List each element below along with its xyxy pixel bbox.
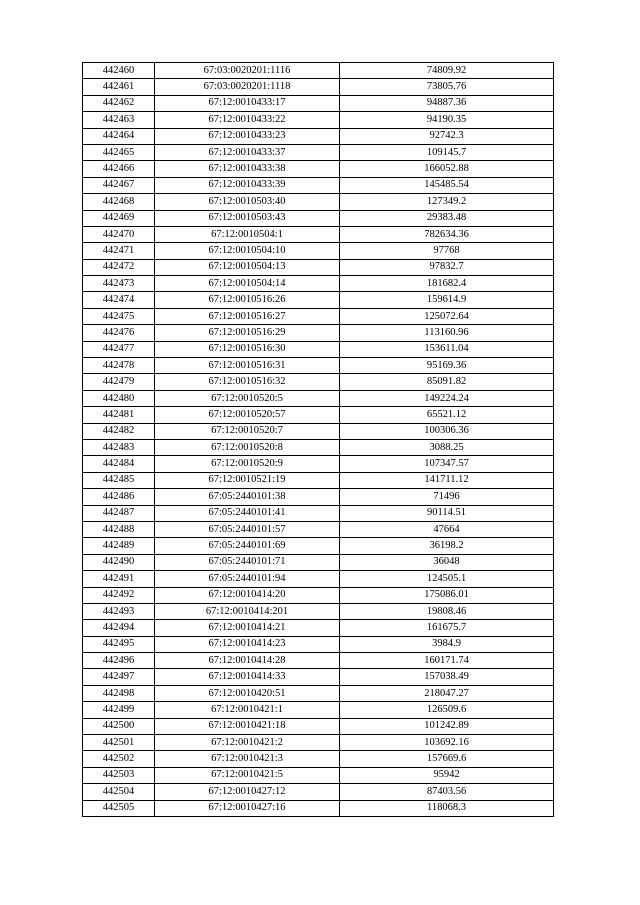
cadastral-number-cell: 67:12:0010433:39 — [155, 177, 340, 193]
row-number-cell: 442462 — [83, 95, 155, 111]
value-cell: 157669.6 — [340, 751, 554, 767]
value-cell: 166052.88 — [340, 161, 554, 177]
row-number-cell: 442467 — [83, 177, 155, 193]
row-number-cell: 442468 — [83, 194, 155, 210]
table-row — [83, 128, 554, 144]
cadastral-number-cell: 67:12:0010414:20 — [155, 587, 340, 603]
row-number-cell: 442483 — [83, 439, 155, 455]
row-number-cell: 442470 — [83, 226, 155, 242]
cadastral-number-cell: 67:12:0010504:13 — [155, 259, 340, 275]
value-cell: 87403.56 — [340, 784, 554, 800]
row-number-cell: 442505 — [83, 800, 155, 816]
cadastral-number-cell: 67:05:2440101:94 — [155, 571, 340, 587]
table-row — [83, 718, 554, 734]
table-row — [83, 538, 554, 554]
row-number-cell: 442473 — [83, 276, 155, 292]
cadastral-number-cell: 67:12:0010520:7 — [155, 423, 340, 439]
value-cell: 160171.74 — [340, 653, 554, 669]
row-number-cell: 442502 — [83, 751, 155, 767]
cadastral-number-cell: 67:12:0010427:16 — [155, 800, 340, 816]
value-cell: 149224.24 — [340, 390, 554, 406]
row-number-cell: 442460 — [83, 63, 155, 79]
row-number-cell: 442482 — [83, 423, 155, 439]
table-row — [83, 390, 554, 406]
value-cell: 3088.25 — [340, 439, 554, 455]
value-cell: 145485.54 — [340, 177, 554, 193]
table-row — [83, 767, 554, 783]
cadastral-number-cell: 67:05:2440101:71 — [155, 554, 340, 570]
cadastral-number-cell: 67:12:0010433:22 — [155, 112, 340, 128]
table-row — [83, 571, 554, 587]
cadastral-number-cell: 67:03:0020201:1116 — [155, 63, 340, 79]
table-row — [83, 358, 554, 374]
value-cell: 181682.4 — [340, 276, 554, 292]
value-cell: 141711.12 — [340, 472, 554, 488]
cadastral-number-cell: 67:12:0010420:51 — [155, 685, 340, 701]
row-number-cell: 442476 — [83, 325, 155, 341]
row-number-cell: 442465 — [83, 144, 155, 160]
table-row — [83, 308, 554, 324]
row-number-cell: 442463 — [83, 112, 155, 128]
table-row — [83, 521, 554, 537]
cadastral-number-cell: 67:12:0010520:5 — [155, 390, 340, 406]
table-row — [83, 423, 554, 439]
row-number-cell: 442493 — [83, 603, 155, 619]
value-cell: 95942 — [340, 767, 554, 783]
cadastral-number-cell: 67:12:0010504:14 — [155, 276, 340, 292]
table-row — [83, 735, 554, 751]
row-number-cell: 442499 — [83, 702, 155, 718]
cadastral-number-cell: 67:12:0010520:9 — [155, 456, 340, 472]
value-cell: 85091.82 — [340, 374, 554, 390]
data-table — [82, 62, 554, 817]
table-row — [83, 325, 554, 341]
row-number-cell: 442475 — [83, 308, 155, 324]
cadastral-number-cell: 67:12:0010504:1 — [155, 226, 340, 242]
table-row — [83, 194, 554, 210]
table-row — [83, 669, 554, 685]
value-cell: 95169.36 — [340, 358, 554, 374]
cadastral-number-cell: 67:12:0010516:29 — [155, 325, 340, 341]
row-number-cell: 442484 — [83, 456, 155, 472]
row-number-cell: 442497 — [83, 669, 155, 685]
row-number-cell: 442485 — [83, 472, 155, 488]
row-number-cell: 442490 — [83, 554, 155, 570]
row-number-cell: 442495 — [83, 636, 155, 652]
cadastral-number-cell: 67:12:0010516:32 — [155, 374, 340, 390]
cadastral-number-cell: 67:12:0010414:33 — [155, 669, 340, 685]
table-row — [83, 456, 554, 472]
row-number-cell: 442491 — [83, 571, 155, 587]
row-number-cell: 442500 — [83, 718, 155, 734]
cadastral-number-cell: 67:12:0010520:8 — [155, 439, 340, 455]
value-cell: 103692.16 — [340, 735, 554, 751]
value-cell: 74809.92 — [340, 63, 554, 79]
cadastral-number-cell: 67:03:0020201:1118 — [155, 79, 340, 95]
row-number-cell: 442469 — [83, 210, 155, 226]
value-cell: 94190.35 — [340, 112, 554, 128]
cadastral-number-cell: 67:12:0010516:30 — [155, 341, 340, 357]
cadastral-number-cell: 67:12:0010516:31 — [155, 358, 340, 374]
row-number-cell: 442504 — [83, 784, 155, 800]
table-row — [83, 292, 554, 308]
table-row — [83, 784, 554, 800]
value-cell: 71496 — [340, 489, 554, 505]
row-number-cell: 442474 — [83, 292, 155, 308]
cadastral-number-cell: 67:12:0010414:201 — [155, 603, 340, 619]
row-number-cell: 442487 — [83, 505, 155, 521]
table-row — [83, 177, 554, 193]
row-number-cell: 442496 — [83, 653, 155, 669]
value-cell: 3984.9 — [340, 636, 554, 652]
table-row — [83, 407, 554, 423]
cadastral-number-cell: 67:12:0010520:57 — [155, 407, 340, 423]
table-row — [83, 374, 554, 390]
cadastral-number-cell: 67:12:0010421:18 — [155, 718, 340, 734]
cadastral-number-cell: 67:12:0010504:10 — [155, 243, 340, 259]
cadastral-number-cell: 67:12:0010433:38 — [155, 161, 340, 177]
table-row — [83, 79, 554, 95]
row-number-cell: 442498 — [83, 685, 155, 701]
table-row — [83, 210, 554, 226]
cadastral-number-cell: 67:12:0010433:37 — [155, 144, 340, 160]
table-row — [83, 95, 554, 111]
value-cell: 94887.36 — [340, 95, 554, 111]
cadastral-number-cell: 67:05:2440101:57 — [155, 521, 340, 537]
table-row — [83, 800, 554, 816]
cadastral-number-cell: 67:12:0010433:17 — [155, 95, 340, 111]
table-row — [83, 144, 554, 160]
value-cell: 157038.49 — [340, 669, 554, 685]
table-row — [83, 702, 554, 718]
row-number-cell: 442489 — [83, 538, 155, 554]
cadastral-number-cell: 67:12:0010421:1 — [155, 702, 340, 718]
row-number-cell: 442478 — [83, 358, 155, 374]
value-cell: 218047.27 — [340, 685, 554, 701]
table-row — [83, 587, 554, 603]
row-number-cell: 442477 — [83, 341, 155, 357]
row-number-cell: 442472 — [83, 259, 155, 275]
row-number-cell: 442464 — [83, 128, 155, 144]
cadastral-number-cell: 67:12:0010421:2 — [155, 735, 340, 751]
value-cell: 90114.51 — [340, 505, 554, 521]
table-row — [83, 685, 554, 701]
cadastral-number-cell: 67:12:0010516:27 — [155, 308, 340, 324]
value-cell: 47664 — [340, 521, 554, 537]
cadastral-number-cell: 67:05:2440101:69 — [155, 538, 340, 554]
table-row — [83, 226, 554, 242]
value-cell: 124505.1 — [340, 571, 554, 587]
value-cell: 36048 — [340, 554, 554, 570]
value-cell: 153611.04 — [340, 341, 554, 357]
cadastral-number-cell: 67:12:0010414:28 — [155, 653, 340, 669]
table-row — [83, 243, 554, 259]
value-cell: 19808.46 — [340, 603, 554, 619]
row-number-cell: 442481 — [83, 407, 155, 423]
value-cell: 127349.2 — [340, 194, 554, 210]
cadastral-number-cell: 67:12:0010503:40 — [155, 194, 340, 210]
cadastral-number-cell: 67:05:2440101:41 — [155, 505, 340, 521]
value-cell: 100306.36 — [340, 423, 554, 439]
cadastral-number-cell: 67:12:0010414:23 — [155, 636, 340, 652]
row-number-cell: 442479 — [83, 374, 155, 390]
value-cell: 101242.89 — [340, 718, 554, 734]
value-cell: 97768 — [340, 243, 554, 259]
table-row — [83, 276, 554, 292]
value-cell: 36198.2 — [340, 538, 554, 554]
table-row — [83, 112, 554, 128]
table-row — [83, 653, 554, 669]
table-row — [83, 603, 554, 619]
cadastral-number-cell: 67:12:0010503:43 — [155, 210, 340, 226]
table-row — [83, 489, 554, 505]
cadastral-number-cell: 67:12:0010433:23 — [155, 128, 340, 144]
value-cell: 92742.3 — [340, 128, 554, 144]
row-number-cell: 442503 — [83, 767, 155, 783]
row-number-cell: 442480 — [83, 390, 155, 406]
value-cell: 159614.9 — [340, 292, 554, 308]
value-cell: 107347.57 — [340, 456, 554, 472]
value-cell: 175086.01 — [340, 587, 554, 603]
row-number-cell: 442492 — [83, 587, 155, 603]
value-cell: 125072.64 — [340, 308, 554, 324]
value-cell: 118068.3 — [340, 800, 554, 816]
value-cell: 97832.7 — [340, 259, 554, 275]
cadastral-number-cell: 67:12:0010427:12 — [155, 784, 340, 800]
row-number-cell: 442488 — [83, 521, 155, 537]
value-cell: 65521.12 — [340, 407, 554, 423]
value-cell: 113160.96 — [340, 325, 554, 341]
cadastral-number-cell: 67:12:0010421:3 — [155, 751, 340, 767]
row-number-cell: 442494 — [83, 620, 155, 636]
table-row — [83, 505, 554, 521]
cadastral-number-cell: 67:12:0010521:19 — [155, 472, 340, 488]
cadastral-number-cell: 67:12:0010516:26 — [155, 292, 340, 308]
table-row — [83, 472, 554, 488]
table-row — [83, 620, 554, 636]
cadastral-number-cell: 67:12:0010421:5 — [155, 767, 340, 783]
table-body — [83, 63, 554, 817]
table-row — [83, 439, 554, 455]
table-row — [83, 259, 554, 275]
table-row — [83, 554, 554, 570]
value-cell: 782634.36 — [340, 226, 554, 242]
value-cell: 109145.7 — [340, 144, 554, 160]
row-number-cell: 442466 — [83, 161, 155, 177]
table-row — [83, 751, 554, 767]
table-row — [83, 636, 554, 652]
value-cell: 126509.6 — [340, 702, 554, 718]
value-cell: 73805.76 — [340, 79, 554, 95]
table-row — [83, 63, 554, 79]
row-number-cell: 442501 — [83, 735, 155, 751]
cadastral-number-cell: 67:12:0010414:21 — [155, 620, 340, 636]
table-row — [83, 161, 554, 177]
table-row — [83, 341, 554, 357]
row-number-cell: 442461 — [83, 79, 155, 95]
value-cell: 29383.48 — [340, 210, 554, 226]
cadastral-number-cell: 67:05:2440101:38 — [155, 489, 340, 505]
row-number-cell: 442471 — [83, 243, 155, 259]
value-cell: 161675.7 — [340, 620, 554, 636]
row-number-cell: 442486 — [83, 489, 155, 505]
